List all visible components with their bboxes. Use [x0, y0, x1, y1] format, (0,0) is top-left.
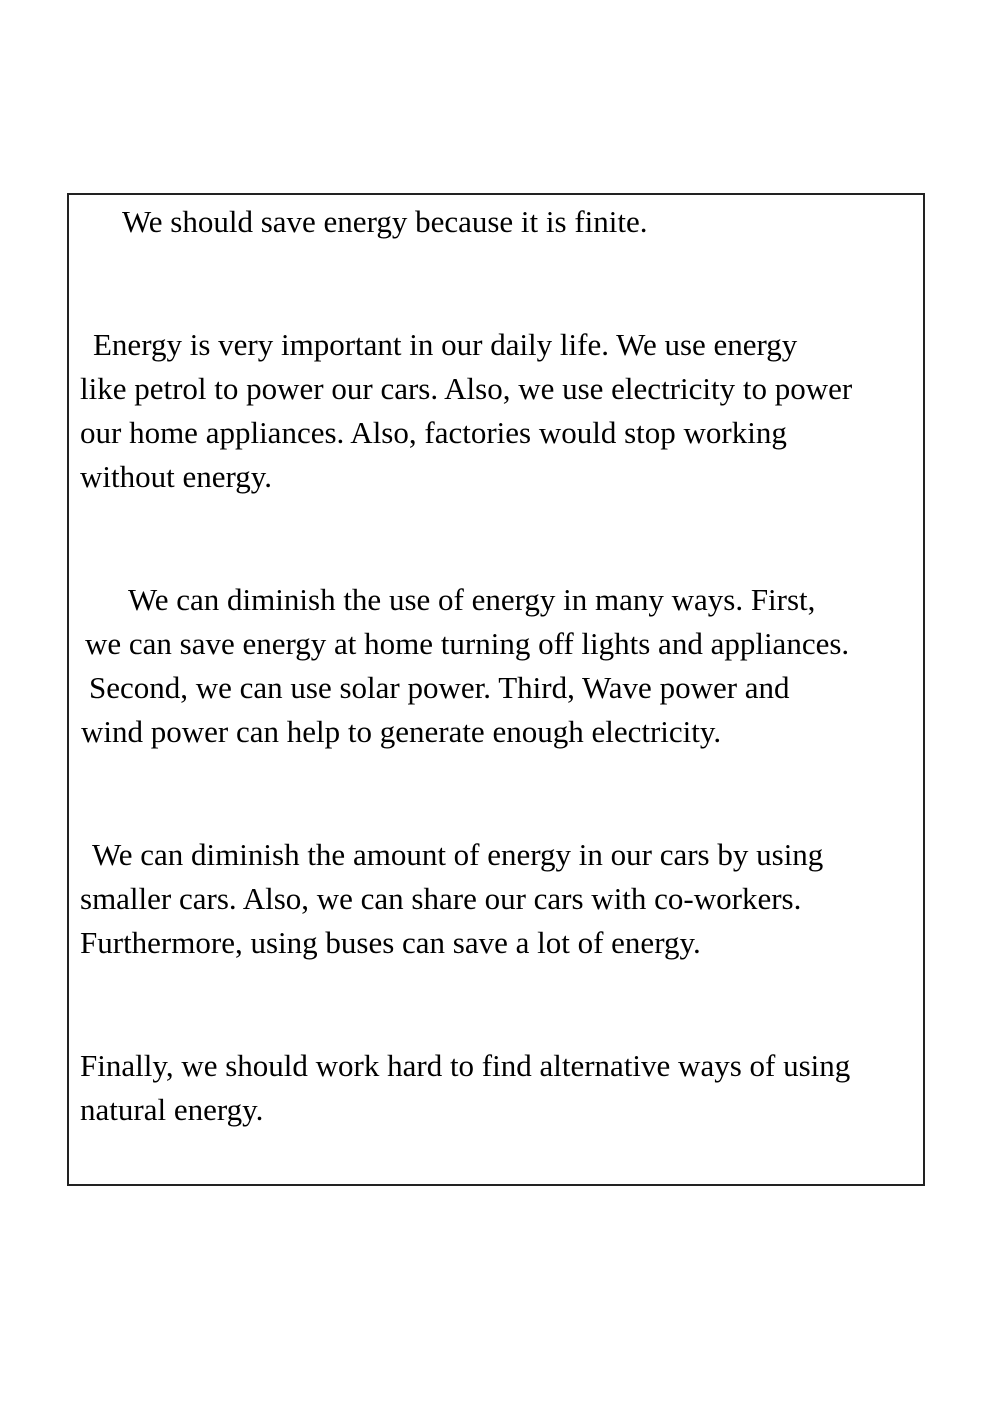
- paragraph-5: [80, 1044, 915, 1132]
- paragraph-2: [80, 323, 915, 499]
- text-line: We should save energy because it is finite.: [122, 204, 648, 239]
- text-line: we can save energy at home turning off lights and appliances.: [85, 626, 850, 661]
- text-line: like petrol to power our cars. Also, we use electricity to power: [80, 371, 853, 406]
- paragraph-4: [80, 833, 915, 965]
- text-line: smaller cars. Also, we can share our cars with co-workers.: [80, 881, 802, 916]
- paragraph-3: [80, 578, 915, 754]
- text-line: Second, we can use solar power. Third, Wave power and: [89, 670, 790, 705]
- text-line: Energy is very important in our daily life. We use energy: [93, 327, 798, 362]
- text-line: natural energy.: [80, 1092, 264, 1127]
- text-line: We can diminish the use of energy in many ways. First,: [128, 582, 816, 617]
- text-line: Furthermore, using buses can save a lot of energy.: [80, 925, 701, 960]
- text-line: our home appliances. Also, factories would stop working: [80, 415, 787, 450]
- text-line: wind power can help to generate enough electricity.: [81, 714, 722, 749]
- text-line: without energy.: [80, 459, 272, 494]
- text-line: Finally, we should work hard to find alternative ways of using: [80, 1048, 851, 1083]
- essay-box: [67, 193, 925, 1186]
- paragraph-1: [80, 200, 915, 244]
- text-line: We can diminish the amount of energy in our cars by using: [92, 837, 824, 872]
